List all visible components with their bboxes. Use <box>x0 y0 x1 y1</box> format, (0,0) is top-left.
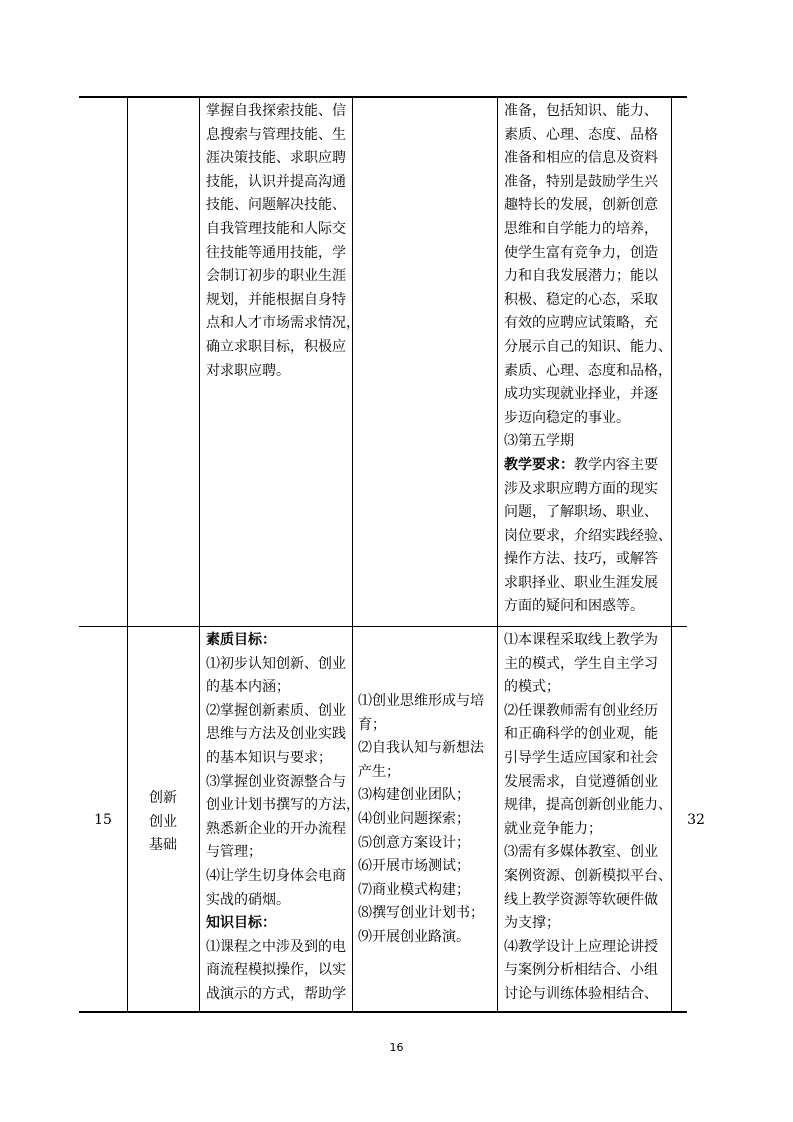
text-line: 育； <box>358 716 386 733</box>
teaching-requirement-heading: 教学要求： <box>504 456 574 473</box>
teaching-requirement-lines <box>504 478 672 620</box>
column-divider-4 <box>497 96 498 1012</box>
text-line: ⑷教学设计上应理论讲授 <box>504 938 658 955</box>
text-line: ⑶掌握创业资源整合与 <box>206 773 346 790</box>
text-line: 趣特长的发展，创新创意 <box>504 197 658 214</box>
text-line: 线上教学资源等软硬件做 <box>504 891 658 908</box>
text-line: 案例资源、创新模拟平台、 <box>504 867 672 884</box>
text-line: 成功实现就业择业，并逐 <box>504 386 658 403</box>
text-line: 创业计划书撰写的方法， <box>206 797 360 814</box>
text-line: 准备和相应的信息及资料 <box>504 150 658 167</box>
text-line: ⑴创业思维形成与培 <box>358 693 484 709</box>
text-line: 准备，特别是鼓励学生兴 <box>504 173 658 190</box>
text-line: ⑷让学生切身体会电商 <box>206 867 346 884</box>
course-name <box>127 787 199 858</box>
text-line: 商流程模拟操作，以实 <box>206 962 346 979</box>
text-line: 思维和自学能力的培养， <box>504 220 658 237</box>
text-line: 涯决策技能、求职应聘 <box>206 150 346 167</box>
table-top-border <box>79 96 687 98</box>
text-line: 涉及求职应聘方面的现实 <box>504 480 658 497</box>
text-line: 掌握自我探索技能、信 <box>206 103 346 119</box>
course-requirements-lines <box>504 629 672 1007</box>
text-line: 引导学生适应国家和社会 <box>504 749 658 766</box>
text-line: 战演示的方式，帮助学 <box>206 985 346 1002</box>
quality-goals-heading: 素质目标： <box>206 632 276 648</box>
prev-course-requirements-cell <box>504 100 672 619</box>
course-goals-cell <box>206 629 360 1007</box>
text-line: 与管理； <box>206 844 262 861</box>
course-hours: 32 <box>687 812 705 828</box>
text-line: 为支撑； <box>504 915 560 932</box>
text-line: ⑺商业模式构建； <box>358 881 470 898</box>
text-line: 的基本知识与要求； <box>206 749 332 766</box>
text-line: 创业 <box>149 813 177 830</box>
text-line: 点和人才市场需求情况， <box>206 315 360 332</box>
text-line: ⑵任课教师需有创业经历 <box>504 702 658 719</box>
knowledge-goals-lines <box>206 936 360 1007</box>
text-line: ⑵掌握创新素质、创业 <box>206 702 346 719</box>
text-line: 有效的应聘应试策略，充 <box>504 315 658 332</box>
text-line: 主的模式，学生自主学习 <box>504 655 658 672</box>
text-line: ⑷创业问题探索； <box>358 810 470 827</box>
text-line: 问题，了解职场、职业、 <box>504 504 658 521</box>
text-line: 素质、心理、态度、品格 <box>504 126 658 143</box>
text-line: 素质、心理、态度和品格， <box>504 362 672 379</box>
prev-goals-lines <box>206 100 360 383</box>
table-bottom-border <box>79 1011 687 1013</box>
column-divider-1 <box>127 96 128 1012</box>
text-line: ⑶第五学期 <box>504 433 574 450</box>
text-line: 求职择业、职业生涯发展 <box>504 574 658 591</box>
text-line: 基础 <box>149 837 177 854</box>
text-line: ⑵自我认知与新想法 <box>358 740 484 757</box>
text-line: 创新 <box>149 790 177 806</box>
text-line: 会制订初步的职业生涯 <box>206 268 346 285</box>
page-number: 16 <box>389 1041 404 1054</box>
text-line: ⑴本课程采取线上教学为 <box>504 632 658 648</box>
text-line: 技能、问题解决技能、 <box>206 197 346 214</box>
text-line: 使学生富有竞争力，创造 <box>504 244 658 261</box>
text-line: 积极、稳定的心态，采取 <box>504 291 658 308</box>
text-line: 技能，认识并提高沟通 <box>206 173 346 190</box>
course-content-lines <box>358 690 484 950</box>
text-line: ⑸创意方案设计； <box>358 834 470 851</box>
text-line: 对求职应聘。 <box>206 362 290 379</box>
text-line: 力和自我发展潜力；能以 <box>504 268 658 285</box>
text-line: ⑻撰写创业计划书； <box>358 905 484 922</box>
prev-course-goals-cell <box>206 100 360 383</box>
text-line: 思维与方法及创业实践 <box>206 726 346 743</box>
knowledge-goals-heading: 知识目标： <box>206 915 276 932</box>
row-divider <box>79 626 687 627</box>
text-line: 往技能等通用技能，学 <box>206 244 346 261</box>
text-line: 讨论与训练体验相结合、 <box>504 985 658 1002</box>
text-line: 岗位要求，介绍实践经验、 <box>504 527 672 544</box>
text-line: 分展示自己的知识、能力、 <box>504 338 672 355</box>
text-line: 与案例分析相结合、小组 <box>504 962 658 979</box>
text-line: 发展需求，自觉遵循创业 <box>504 773 658 790</box>
text-line: ⑶需有多媒体教室、创业 <box>504 844 658 861</box>
text-line: ⑴课程之中涉及到的电 <box>206 938 346 955</box>
text-line: 确立求职目标，积极应 <box>206 338 346 355</box>
text-line: 熟悉新企业的开办流程 <box>206 820 346 837</box>
text-line: ⑹开展市场测试； <box>358 858 470 875</box>
text-line: 准备，包括知识、能力、 <box>504 103 658 119</box>
quality-goals-lines <box>206 653 360 913</box>
text-line: ⑼开展创业路演。 <box>358 928 470 945</box>
text-line: 实战的硝烟。 <box>206 891 290 908</box>
text-line: 步迈向稳定的事业。 <box>504 409 630 426</box>
text-line: 自我管理技能和人际交 <box>206 220 346 237</box>
text-line: 规划，并能根据自身特 <box>206 291 346 308</box>
text-line: 操作方法、技巧，或解答 <box>504 551 658 568</box>
column-divider-2 <box>199 96 200 1012</box>
course-name-cell <box>127 787 199 858</box>
text-line: 和正确科学的创业观，能 <box>504 726 658 743</box>
course-content-cell <box>358 690 484 950</box>
course-requirements-cell <box>504 629 672 1007</box>
text-line: 的模式； <box>504 679 560 696</box>
teaching-requirement-first: 教学内容主要 <box>574 456 658 473</box>
course-index: 15 <box>94 812 112 828</box>
text-line: ⑶构建创业团队； <box>358 787 470 804</box>
text-line: 的基本内涵； <box>206 679 290 696</box>
text-line: 息搜索与管理技能、生 <box>206 126 346 143</box>
text-line: 规律，提高创新创业能力、 <box>504 797 672 814</box>
text-line: 方面的疑问和困惑等。 <box>504 598 644 615</box>
text-line: 产生； <box>358 763 400 780</box>
prev-requirements-lines <box>504 100 672 454</box>
text-line: ⑴初步认知创新、创业 <box>206 655 346 672</box>
text-line: 就业竞争能力； <box>504 820 602 837</box>
